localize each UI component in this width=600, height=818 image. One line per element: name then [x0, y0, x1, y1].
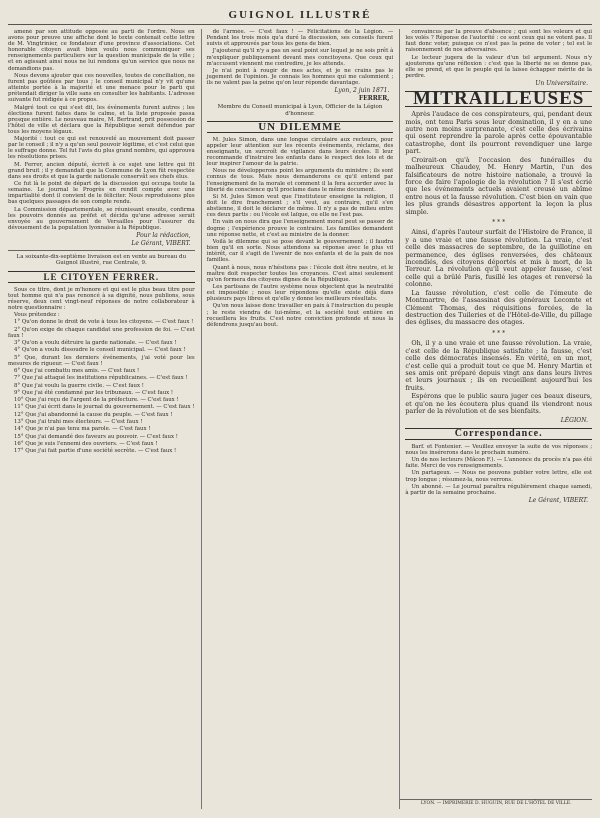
list-item: Barf. et Fontenier. — Veuillez envoyer la suite de vos réponses ; nous les insérerons dans le prochain numéro.: [405, 443, 593, 456]
list-item: 3° Qu'on a voulu détruire la garde nationale. — C'est faux !: [14, 340, 177, 347]
list-item: 14° Que je n'ai pas tenu ma parole. — C'est faux !: [14, 426, 151, 433]
signature-name: LÉGION.: [560, 416, 589, 424]
column-2: [201, 29, 394, 809]
paragraph: Ce fut là le point de départ de la discussion qui occupa toute la semaine. Le journal le Progrès en rendit compte avec une impartialité dont il convient de le féliciter. Nous reproduisons plus bas quelques passages de son compte rendu.: [8, 181, 195, 206]
list-item: 1° Qu'on donne le droit de vote à tous les citoyens. — C'est faux !: [14, 319, 194, 326]
col3-body: [405, 29, 592, 79]
separator-stars: * * *: [492, 329, 506, 337]
paragraph: Malgré tout ce qui s'est dit, les événements furent autres ; les élections furent faites dans le calme, et la liste proposée passa presque entière. Le nouveau maire, M. Bertrand, prit possession de l'hôtel de ville et déclara que la République serait défendue par tous les moyens légaux.: [8, 104, 195, 135]
masthead: [8, 6, 592, 25]
paragraph: Les partisans de l'autre système nous objectent que la neutralité est impossible ; nous leur répondons qu'elle existe déjà dans plusieurs pays libres et qu'elle y donne les meilleurs résultats.: [206, 283, 394, 303]
list-item: 6° Que j'ai combattu mes amis. — C'est faux !: [14, 368, 140, 375]
paragraph: La Commission départementale, se réunissant ensuite, confirma les pouvoirs donnés au préfet et décida qu'une adresse serait envoyée au gouvernement de Versailles pour l'assurer du dévouement de la population lyonnaise à la République.: [8, 206, 195, 232]
col1-body2: [8, 287, 195, 455]
paragraph: Majorité : tout ce qui est renouvelé au mouvement doit passer par le conseil ; il n'y a qu'un seul pouvoir légitime, et c'est celui que le suffrage donne. Tel fut l'avis du plus grand nombre, qui approuva les résolutions prises.: [8, 136, 195, 161]
list-item: 15° Que j'ai demandé des faveurs au pouvoir. — C'est faux !: [14, 433, 178, 440]
paragraph: Après l'audace de ces conspirateurs, qui, pendant deux mois, ont tenu Paris sous leur domination, il y en a une autre non moins surprenante, c'est celle des écrivains qui osent reprendre la parole après cette épouvantable catastrophe, dont ils pourront revendiquer une large part.: [405, 110, 593, 156]
paragraph: Qu'on nous laisse donc travailler en paix à l'instruction du peuple ; le reste viendra de lui-même, et la société tout entière en recueillera les fruits. C'est notre conviction profonde et nous la défendrons jusqu'au bout.: [206, 303, 394, 328]
list-item: Un abonné. — Le journal paraîtra régulièrement chaque samedi, à partir de la semaine prochaine.: [405, 483, 593, 496]
column-1: [8, 29, 195, 809]
paragraph: de l'armée. — C'est faux ! — Félicitations de la Légion. — Pendant les trois mois qu'a duré la discussion, ses conseils furent suivis et approuvés par tous les gens de bien.: [206, 29, 394, 48]
paragraph: Sous ce titre, dont je m'honore et qui est le plus beau titre pour tout homme qui n'a pas renoncé à sa dignité, nous publions, sous réserve, deux cent vingt-neuf réponses de notre collaborateur à notre questionnaire :: [8, 286, 195, 311]
divider: [8, 250, 195, 251]
col2-body: [207, 29, 394, 86]
list-item: 2° Qu'on exige de chaque candidat une profession de foi. — C'est faux !: [8, 326, 195, 339]
paragraph: Croirait-on qu'à l'occasion des funérailles du malheureux Chaudey, M. Henry Martin, l'un des falsificateurs de notre histoire nationale, a trouvé la force de faire l'apologie de la révolution ? Il s'est écrié que les événements actuels avaient creusé un abîme entre nous et la fausse révolution. C'est bien en vain que les plus grands désastres apportent la leçon la plus simple.: [405, 155, 593, 216]
paragraph: convaincus par la preuve d'absence ; qui sont les voleurs et qui les volés ? Réponse de l'autorité : ce sont ceux qui ne votent pas. Il faut donc voter, puisque ce n'est pas la peine de voter ; tel est le raisonnement de nos adversaires.: [405, 29, 593, 54]
list-item: 7° Que j'ai attaqué les institutions républicaines. — C'est faux !: [14, 375, 188, 382]
section-title: UN DILEMME: [207, 121, 394, 133]
list-item: Un de nos lecteurs (Mâcon F.). — L'annonce du procès n'a pas été faite. Merci de vos renseignements.: [405, 457, 593, 470]
signature-date: Lyon, 2 juin 1871.: [334, 87, 390, 95]
list-item: 17° Que j'ai fait partie d'une société secrète. — C'est faux !: [14, 448, 177, 455]
paragraph: En vain on nous dira que l'enseignement moral peut se passer de dogme ; l'expérience prouve le contraire. Les familles demandent une réponse nette, et c'est au ministre de la donner.: [206, 219, 394, 238]
paragraph: Vous prétendez :: [14, 312, 60, 319]
paragraph: La fausse révolution, c'est celle de l'émeute de Montmartre, de l'assassinat des généraux Lecomte et Clément Thomas, des réquisitions forcées, de la destruction des Tuileries et de l'Hôtel-de-Ville, du pillage des églises, du massacre des otages.: [405, 288, 593, 327]
list-item: 4° Qu'on a voulu dissoudre le conseil municipal. — C'est faux !: [14, 347, 186, 354]
paragraph: M. Jules Simon, dans une longue circulaire aux recteurs, pour appeler leur attention sur les récents événements, réclame, des enseignants, un surcroît de vigilance dans leurs écoles. Il leur recommande d'instruire les enfants dans le respect des lois et de leur inspirer l'amour de la patrie.: [206, 136, 394, 168]
list-item: 11° Que j'ai écrit dans le journal du gouvernement. — C'est faux !: [14, 404, 195, 411]
col3-body2: [405, 111, 592, 415]
signature-role: Membre du Conseil municipal à Lyon, Officier de la Légion d'honneur.: [217, 104, 383, 117]
col2-body2: [207, 137, 394, 328]
paragraph: Si M. Jules Simon veut que l'instituteur enseigne la religion, il doit le dire franchement ; s'il veut, au contraire, qu'il s'en abstienne, il doit le déclarer de même. Il n'y a pas de milieu entre ces deux partis : ou l'école est laïque, ou elle ne l'est pas.: [206, 193, 394, 219]
section-title: MITRAILLEUSES: [405, 91, 592, 107]
paragraph: Voilà le dilemme qui se pose devant le gouvernement ; il faudra bien qu'il en sorte. Nous attendons sa réponse avec le plus vif intérêt, car il s'agit de l'avenir de nos enfants et de la paix de nos familles.: [206, 238, 394, 264]
paragraph: Nous devons ajouter que ces nouvelles, toutes de conciliation, ne furent pas goûtées par tous ; le conseil municipal n'y vit qu'une atteinte portée à la majorité et une menace pour le parti qui prétendait diriger la ville sans en consulter les habitants. L'adresse suivante fut rédigée à ce propos.: [8, 72, 195, 104]
signature-name: Un Universitaire.: [535, 79, 589, 87]
list-item: 13° Que j'ai trahi mes électeurs. — C'est faux !: [14, 419, 143, 425]
masthead-title: GUIGNOL ILLUSTRÉ: [228, 9, 372, 21]
section-title: LE CITOYEN FERRER.: [8, 271, 195, 283]
paragraph: Quant à nous, nous n'hésitons pas : l'école doit être neutre, et le maître doit respecter toutes les croyances. C'est ainsi seulement qu'on formera des citoyens dignes de la République.: [206, 264, 394, 283]
paragraph: Oh, il y a une vraie et une fausse révolution. La vraie, c'est celle de la République satisfaite ; la fausse, c'est celle des démocrates insensés. En vérité, en un mot, c'est celle qui a produit tout ce que M. Henry Martin et ses amis ont préparé depuis vingt ans dans leurs livres et leurs journaux ; ils en recueillent aujourd'hui les fruits.: [405, 339, 593, 392]
col1-body: [8, 29, 195, 231]
correspondence: [405, 444, 592, 496]
paragraph: M. Ferrer, ancien député, écrivit à ce sujet une lettre qui fit grand bruit ; il y demandait que la Commune de Lyon fût respectée dans ses droits et que la garde nationale conservât ses chefs élus.: [8, 161, 195, 180]
list-item: 5° Que, durant les derniers événements, j'ai voté pour les mesures de rigueur. — C'est faux !: [8, 354, 195, 367]
list-item: Un partageux. — Nous ne pouvons publier votre lettre, elle est trop longue ; résumez-la, nous verrons.: [405, 470, 593, 483]
signature-line: Pour la rédaction,: [136, 232, 191, 240]
separator-stars: * * *: [492, 219, 506, 226]
paragraph: Ainsi, d'après l'auteur surfait de l'Histoire de France, il y a une vraie et une fausse révolution. La vraie, c'est celle des massacres de septembre, de la guillotine en permanence, des églises renversées, des châteaux incendiés, des citoyens déportés et mis à mort, de la Terreur. La révolution qu'il veut appeler fausse, c'est celle qui a brûlé Paris, fusillé les otages et renversé la colonne.: [405, 228, 593, 289]
columns: [8, 25, 592, 809]
notice: La soixante-dix-septième livraison est en vente au bureau du Guignol illustré, rue Centrale, 9.: [16, 254, 187, 267]
column-3: [399, 29, 592, 809]
paragraph: Le lecteur jugera de la valeur d'un tel argument. Nous n'y ajouterons qu'une réflexion : c'est que la liberté ne se donne pas, elle se prend, et que le peuple qui la laisse échapper mérite de la perdre.: [405, 54, 593, 79]
paragraph: amené par son attitude opposée au parti de l'ordre. Nous en avons pour preuve une affiche dont le texte contenait cette lettre de M. Vingtrinier, ce fondateur d'une province d'associations. Cet honorable citoyen avait bien voulu nous communiquer ses renseignements particuliers sur la question municipale de la ville ; et en agissant ainsi nous ne lui rendons qu'un service que nous ne demandions pas.: [8, 29, 195, 72]
list-item: 9° Que j'ai été condamné par les tribunaux. — C'est faux !: [14, 389, 174, 396]
list-item: 8° Que j'ai voulu la guerre civile. — C'est faux !: [14, 382, 144, 389]
paragraph: Nous ne développerons point les arguments du ministre ; ils sont connus de tous. Mais nous demanderons ce qu'il entend par l'enseignement de la morale et comment il la fera accorder avec la liberté de conscience qu'il proclame dans le même document.: [206, 168, 394, 193]
paragraph: Espérons que le public saura juger ces beaux diseurs, et qu'on ne les écoutera plus quand ils viendront nous parler de la révolution et de ses bienfaits.: [405, 392, 593, 416]
list-item: 10° Que j'ai reçu de l'argent de la préfecture. — C'est faux !: [14, 397, 179, 404]
list-item: 12° Que j'ai abandonné la cause du peuple. — C'est faux !: [14, 411, 173, 418]
paragraph: Je n'ai point à rougir de mes actes, et je ne crains pas le jugement de l'opinion. Je connais les hommes qui me calomnient ; ils ne valent pas la peine qu'on leur réponde davantage.: [206, 67, 394, 87]
section-title: Correspondance.: [405, 428, 592, 440]
signature-name: Le Gérant, VIBERT.: [528, 497, 589, 505]
list-item: 16° Que je suis l'ennemi des ouvriers. — C'est faux !: [14, 440, 158, 447]
printer-footer: LYON. — IMPRIMERIE D. HUGUIN, RUE DE L'HÔTEL DE VILLE.: [400, 799, 592, 807]
signature-name: FERRER,: [358, 95, 390, 103]
signature-name: Le Gérant, VIBERT.: [131, 240, 191, 248]
paragraph: J'ajouterai qu'il n'y a pas un seul point sur lequel je ne sois prêt à m'expliquer publiquement devant mes concitoyens. Que ceux qui m'accusent viennent me contredire, je les attends.: [206, 48, 394, 67]
